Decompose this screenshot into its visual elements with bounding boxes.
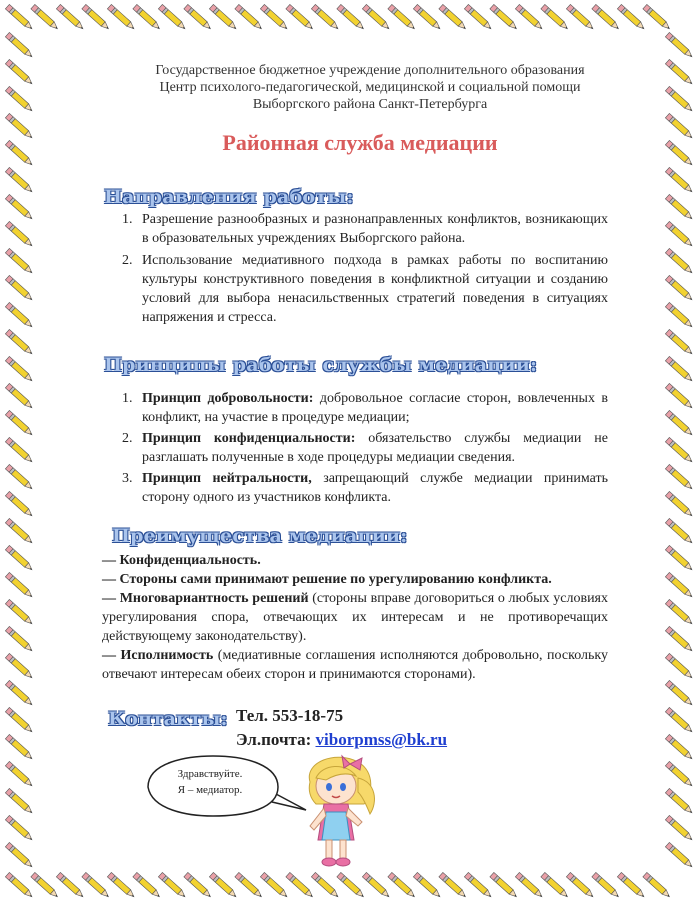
list-item-text: Разрешение разнообразных и разнонаправленных конфликтов, возникающих в образовательных учреждениях Выборгского района. [142,212,608,246]
pencil-icon [260,4,289,31]
pencil-icon [5,32,34,59]
pencil-icon [665,248,694,275]
pencil-icon [665,59,694,86]
pencil-icon [439,4,468,31]
advantages-list [102,551,608,684]
pencil-icon [133,4,162,31]
principle-text: обязательство службы медиации не разглашать полученные в ходе процедуры медиации сведения. [142,431,608,465]
list-item-number: 2. [122,253,133,268]
pencil-icon [665,113,694,140]
pencil-icon [235,872,264,899]
pencil-icon [665,410,694,437]
pencil-icon [665,788,694,815]
pencil-icon [665,518,694,545]
pencil-icon [413,872,442,899]
pencil-icon [5,626,34,653]
pencil-icon [260,872,289,899]
advantage-text: (стороны вправе договориться о любых условиях урегулирования спора, отвечающих их интересам и не противоречащих действующему законодательству). [102,591,608,644]
principle-name: Принцип конфиденциальности: [142,431,356,446]
pencil-icon [337,4,366,31]
pencil-icon [209,4,238,31]
header-line-2: Центр психолого-педагогической, медицинской и социальной помощи [159,80,581,95]
pencil-icon [665,626,694,653]
list-item [122,469,608,507]
pencil-icon [5,248,34,275]
pencil-icon [665,221,694,248]
pencil-icon [413,4,442,31]
page-title: Районная служба медиации [222,130,498,155]
pencil-icon [362,4,391,31]
girl-mascot-icon [296,752,380,872]
list-item [102,646,608,684]
principle-text: добровольное согласие сторон, вовлеченных в конфликт, на участие в процедуре медиации; [142,391,608,425]
pencil-icon [665,32,694,59]
principle-name: Принцип нейтральности, [142,471,312,486]
bubble-line-1: Здравствуйте. [177,768,243,780]
pencil-icon [665,734,694,761]
pencil-icon [5,329,34,356]
list-item [122,251,608,327]
pencil-icon [5,410,34,437]
pencil-icon [665,572,694,599]
pencil-icon [5,572,34,599]
advantage-name: — Стороны сами принимают решение по урегулированию конфликта. [102,572,552,587]
email-label: Эл.почта: [236,730,316,749]
pencil-icon [235,4,264,31]
pencil-icon [337,872,366,899]
advantages-heading: Преимущества медиации: [112,525,408,547]
pencil-icon [5,59,34,86]
pencil-icon [286,872,315,899]
list-item-number: 1. [122,391,133,406]
pencil-icon [665,491,694,518]
pencil-icon [5,383,34,410]
pencil-icon [56,4,85,31]
pencil-icon [5,599,34,626]
principle-text: запрещающий службе медиации принимать сторону одного из участников конфликта. [142,471,608,505]
pencil-icon [490,4,519,31]
pencil-icon [665,302,694,329]
pencil-icon [665,653,694,680]
list-item-number: 1. [122,212,133,227]
pencil-icon [311,4,340,31]
contacts-heading: Контакты: [108,708,228,730]
pencil-icon [184,4,213,31]
pencil-icon [665,194,694,221]
header-line-3: Выборгского района Санкт-Петербурга [252,97,488,112]
list-item [122,210,608,248]
pencil-icon [5,815,34,842]
pencil-icon [566,4,595,31]
pencil-icon [82,872,111,899]
advantage-name: — Многовариантность решений [102,591,309,606]
pencil-icon [665,545,694,572]
pencil-icon [5,734,34,761]
pencil-icon [566,872,595,899]
pencil-icon [665,383,694,410]
advantage-name: — Исполнимость [102,648,214,663]
pencil-icon [362,872,391,899]
pencil-icon [541,4,570,31]
pencil-icon [5,788,34,815]
contact-phone: Тел. 553-18-75 [236,706,344,725]
pencil-icon [5,653,34,680]
list-item [102,589,608,646]
pencil-icon [107,872,136,899]
pencil-icon [158,4,187,31]
pencil-icon [388,872,417,899]
pencil-icon [665,329,694,356]
pencil-icon [5,86,34,113]
pencil-icon [490,872,519,899]
pencil-icon [665,599,694,626]
email-link[interactable]: viborpmss@bk.ru [315,730,448,749]
pencil-icon [665,275,694,302]
pencil-icon [133,872,162,899]
pencil-icon [665,815,694,842]
pencil-icon [158,872,187,899]
pencil-icon [592,4,621,31]
pencil-icon [286,4,315,31]
list-item-number: 3. [122,471,133,486]
advantage-text: (медиативные соглашения исполняются добровольно, поскольку отвечают интересам обеих сторон и принимаются сторонами). [102,648,608,682]
list-item-text: Использование медиативного подхода в рамках работы по воспитанию культуры конструктивного поведения в конфликтной ситуации и созданию условий для выбора ненасильственных стратегий поведения в ситуациях напряжения и стресса. [142,253,608,325]
pencil-icon [464,4,493,31]
contact-email-line [236,730,447,750]
pencil-icon [665,140,694,167]
pencil-icon [5,140,34,167]
list-item [122,389,608,427]
pencil-icon [5,4,34,31]
speech-bubble-text [150,766,270,798]
pencil-icon [5,491,34,518]
pencil-icon [515,872,544,899]
pencil-icon [5,356,34,383]
pencil-icon [665,167,694,194]
pencil-icon [31,872,60,899]
pencil-icon [464,872,493,899]
pencil-icon [665,437,694,464]
advantage-name: — Конфиденциальность. [102,553,261,568]
directions-list [122,210,608,330]
pencil-icon [617,872,646,899]
list-item-number: 2. [122,431,133,446]
pencil-icon [5,275,34,302]
directions-heading: Направления работы: [104,186,354,208]
principles-list [122,389,608,509]
pencil-icon [665,842,694,869]
pencil-icon [82,4,111,31]
pencil-icon [643,4,672,31]
pencil-icon [5,167,34,194]
pencil-icon [209,872,238,899]
pencil-icon [5,707,34,734]
principles-heading: Принципы работы службы медиации: [104,354,538,376]
pencil-icon [388,4,417,31]
header-line-1: Государственное бюджетное учреждение дополнительного образования [155,63,585,78]
bubble-line-2: Я – медиатор. [177,784,243,796]
pencil-icon [617,4,646,31]
pencil-icon [5,761,34,788]
pencil-icon [5,302,34,329]
pencil-icon [107,4,136,31]
list-item [102,551,608,570]
pencil-icon [184,872,213,899]
pencil-icon [5,221,34,248]
pencil-icon [5,113,34,140]
list-item [122,429,608,467]
pencil-icon [5,872,34,899]
principle-name: Принцип добровольности: [142,391,314,406]
pencil-icon [665,464,694,491]
pencil-icon [5,194,34,221]
pencil-icon [541,872,570,899]
pencil-icon [665,761,694,788]
pencil-icon [31,4,60,31]
pencil-icon [515,4,544,31]
pencil-icon [592,872,621,899]
pencil-icon [643,872,672,899]
pencil-icon [665,356,694,383]
pencil-icon [5,545,34,572]
pencil-icon [56,872,85,899]
list-item [102,570,608,589]
pencil-icon [5,464,34,491]
pencil-icon [5,680,34,707]
pencil-icon [5,437,34,464]
pencil-icon [5,842,34,869]
pencil-icon [439,872,468,899]
pencil-icon [665,707,694,734]
organization-header [120,62,620,113]
pencil-icon [311,872,340,899]
pencil-icon [665,680,694,707]
pencil-icon [5,518,34,545]
pencil-icon [665,86,694,113]
